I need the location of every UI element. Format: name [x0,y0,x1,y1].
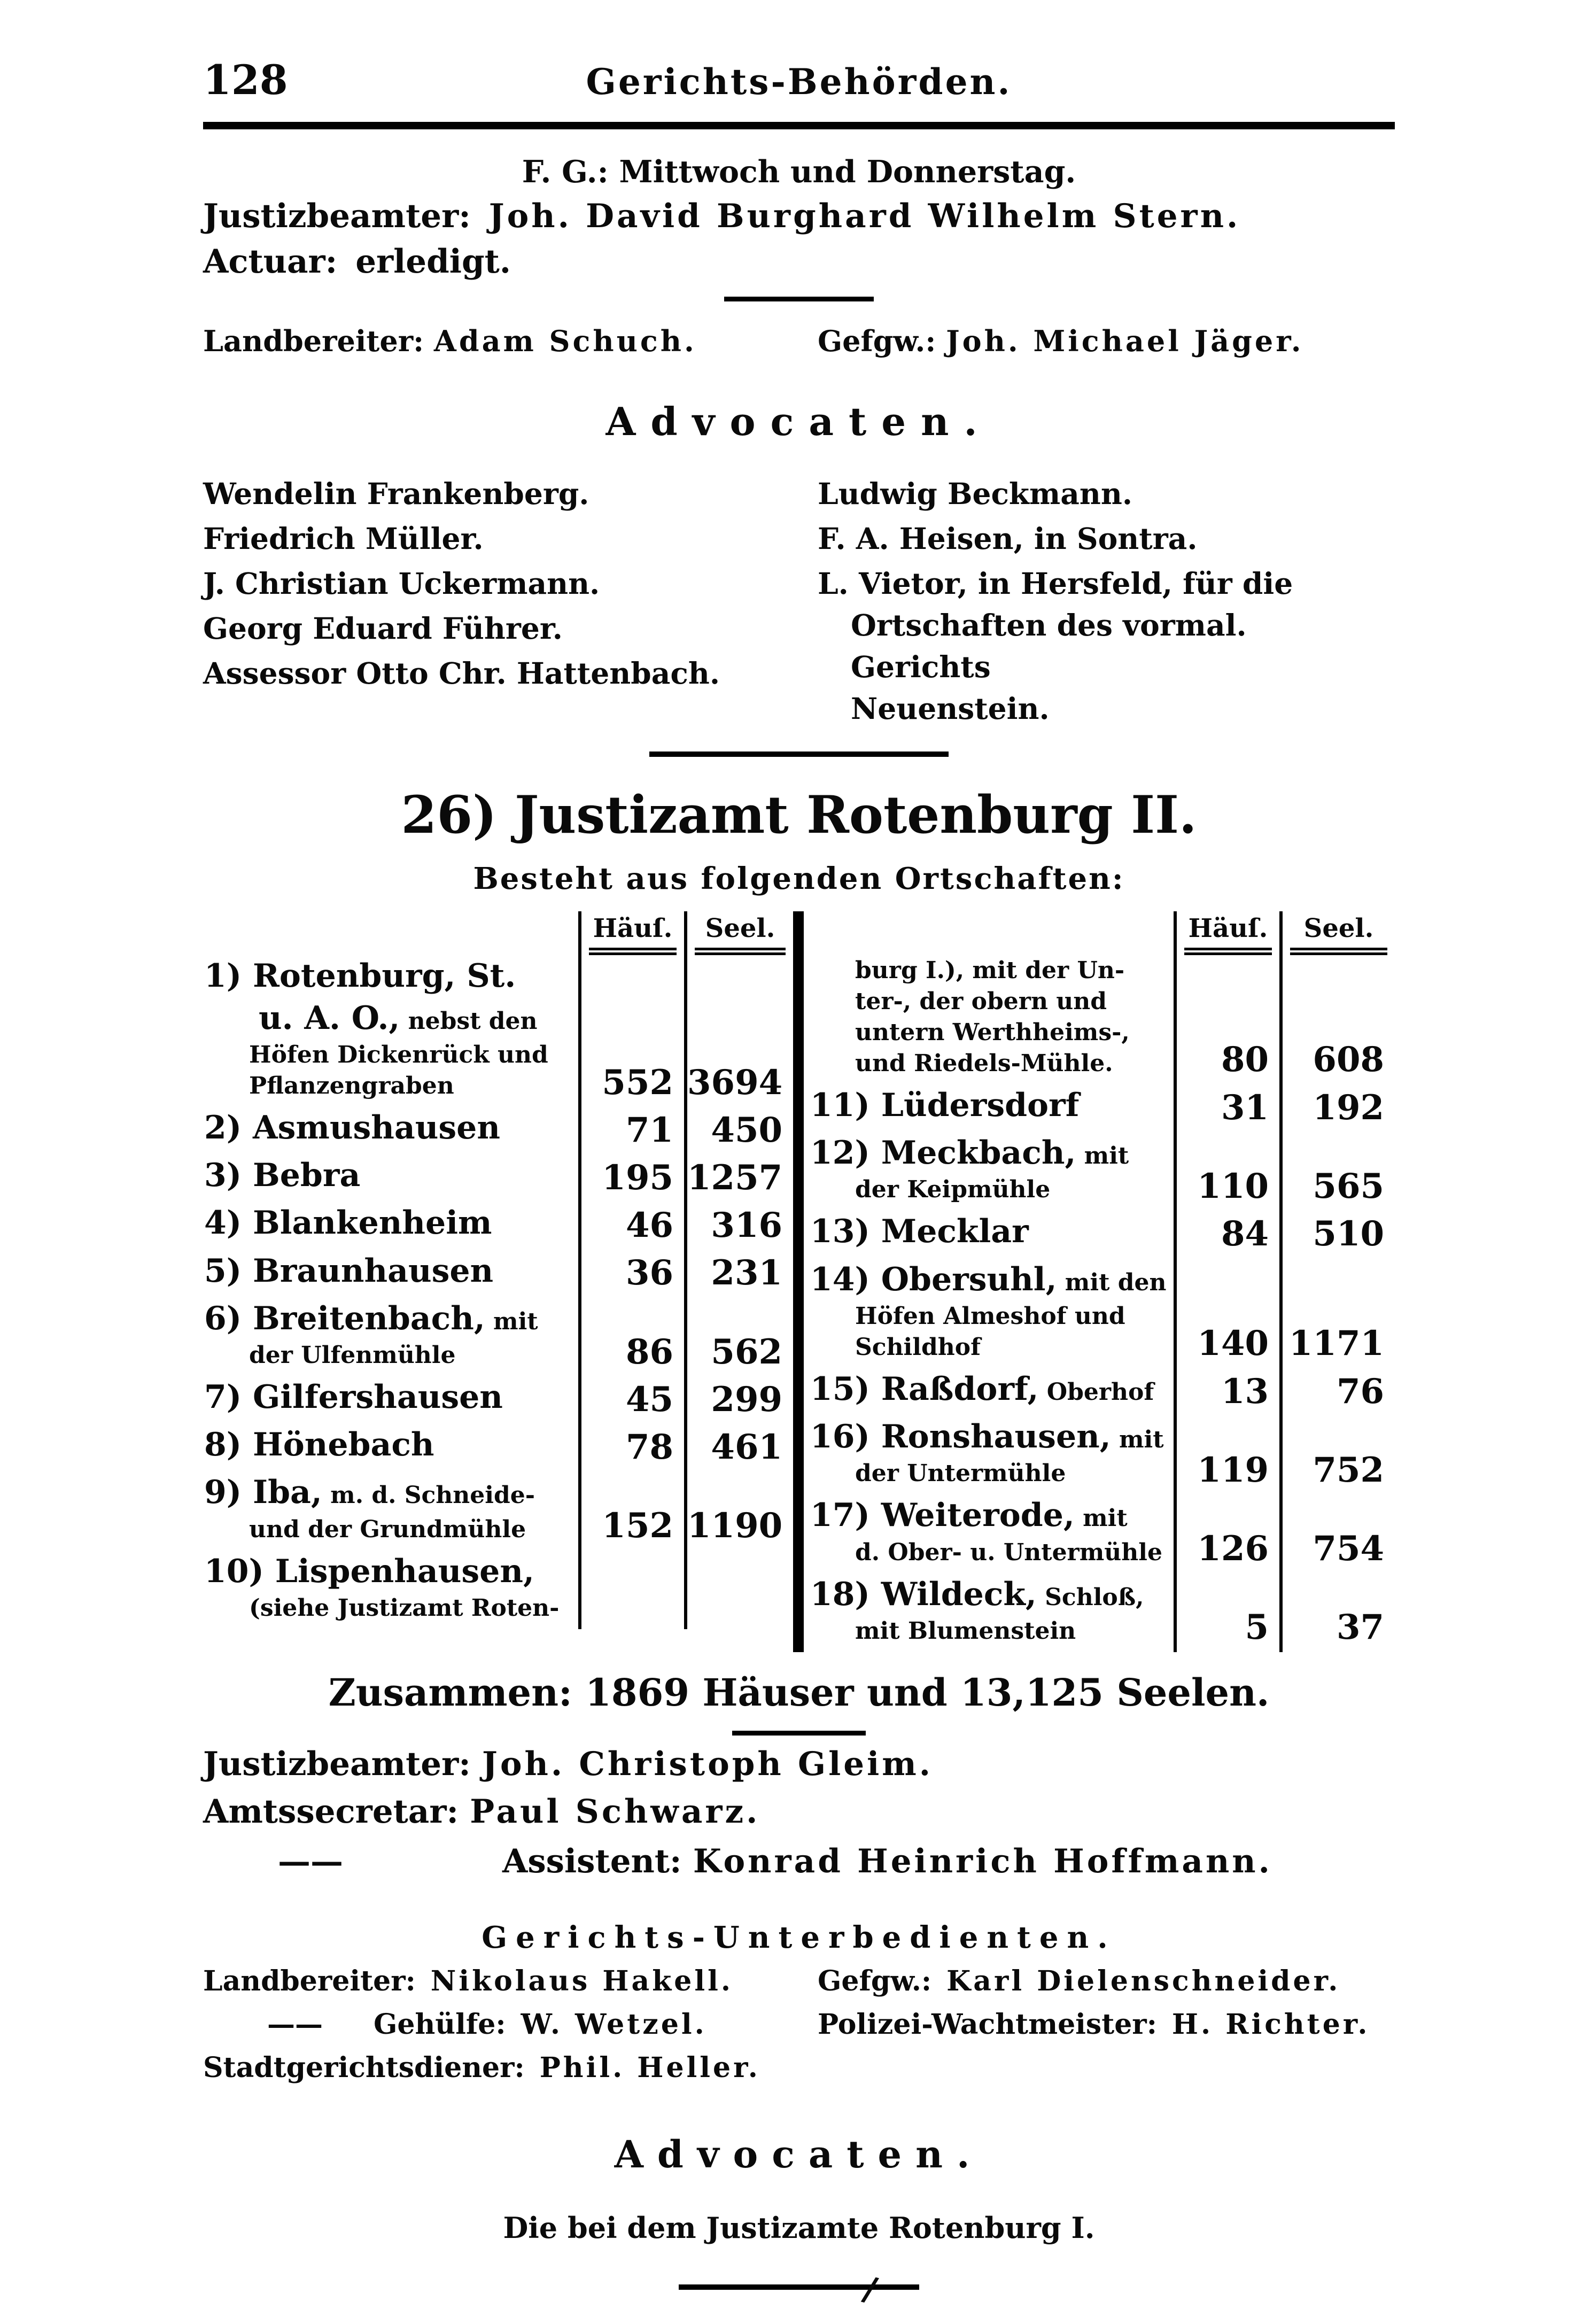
seelen-value-cell [1283,1084,1395,1132]
advocate-line: F. A. Heisen, in Sontra. [818,521,1198,556]
ortschaft-name-cell [804,1259,1177,1368]
table-row [804,1132,1395,1211]
name-segment: Schloß, [1036,1583,1144,1611]
staff-name: Nikolaus Hakell. [430,1964,733,1997]
haeuser-value-cell [581,1424,687,1471]
ortschaft-name-line [810,1084,1170,1127]
court-days-line: F. G.: Mittwoch und Donnerstag. [522,154,1076,190]
ortschaft-name-cell [804,1132,1177,1211]
table-row [804,955,1395,1084]
ortschaft-name-line [810,1368,1170,1411]
seelen-value-cell [1283,1416,1395,1494]
officer-name: Joh. Christoph Gleim. [482,1745,934,1783]
seelen-value-cell [687,1202,793,1250]
haeuser-value: 46 [625,1205,673,1246]
name-segment: 2) Asmushausen [204,1109,500,1147]
name-segment: 17) Weiterode, [810,1497,1075,1535]
haeuser-value: 110 [1197,1166,1269,1206]
ortschaft-name-line [204,1250,575,1292]
table-row [203,1250,793,1298]
name-segment: mit [485,1307,538,1335]
seelen-header-cell [687,911,793,955]
ortschaft-name-line [810,1416,1170,1458]
ortschaft-name-line [810,1332,1170,1363]
name-segment: 5) Braunhausen [204,1252,494,1290]
name-header-cell [804,911,1177,955]
dash-mark: —— [278,1842,343,1880]
seelen-value-cell [1283,1494,1395,1573]
haeuser-value: 36 [625,1253,673,1293]
advocate-line: J. Christian Uckermann. [203,566,600,601]
seelen-value: 316 [711,1205,782,1246]
haeuser-value-cell [1177,1132,1283,1211]
table-right-half [793,911,1395,1652]
name-segment: Pflanzengraben [249,1072,454,1100]
name-segment: Höfen Dickenrück und [249,1041,548,1068]
advocates-columns [203,473,1395,733]
separator-rule [649,752,949,757]
haeuser-header-cell [1177,911,1283,955]
unterbediente-row [203,1964,1395,1998]
ortschaft-name-line [204,1202,575,1244]
haeuser-value-cell [1177,1416,1283,1494]
seelen-value-cell [687,1298,793,1376]
name-segment: 6) Breitenbach, [204,1299,485,1337]
name-segment: der Untermühle [855,1460,1066,1488]
name-segment: der Keipmühle [855,1176,1051,1204]
staff-name: Adam Schuch. [433,324,697,358]
staff-label: Landbereiter: [203,1964,416,1997]
table-row [203,1202,793,1250]
seelen-value-cell [687,1471,793,1550]
name-segment: untern Werthheims-, [855,1018,1130,1046]
ortschaft-name-cell [203,1298,581,1376]
ortschaft-name-line [204,1155,575,1197]
haeuser-value: 84 [1221,1214,1269,1254]
ortschaften-table [203,911,1395,1652]
dash-mark: —— [267,2008,323,2041]
seelen-value-cell [687,955,793,1107]
seelen-value-cell [1283,1574,1395,1652]
name-segment: 10) Lispenhausen, [204,1552,534,1590]
name-segment: m. d. Schneide- [322,1482,535,1509]
seelen-value-cell [1283,1211,1395,1258]
name-segment: Oberhof [1038,1378,1154,1406]
advocates-right-column [818,473,1395,733]
name-segment: mit Blumenstein [855,1617,1076,1645]
advocate-entry [818,518,1395,560]
name-segment: burg I.), mit der Un- [855,956,1125,984]
ortschaft-name-line [810,1458,1170,1489]
name-segment: 14) Obersuhl, [810,1260,1057,1298]
seelen-value: 192 [1313,1087,1384,1128]
haeuser-value-cell [1177,955,1283,1084]
advocates-heading: Advocaten. [614,2132,984,2176]
staff-label: Gefgw.: [818,1964,932,1997]
name-segment: 13) Mecklar [810,1213,1029,1251]
table-row [804,1259,1395,1368]
ortschaft-name-line [810,1537,1170,1568]
seelen-value-cell [687,1107,793,1155]
name-segment: 1) Rotenburg, St. [204,957,516,995]
row-left [203,1964,818,1998]
advocate-line: L. Vietor, in Hersfeld, für die [818,566,1293,601]
advocate-line: Neuenstein. [851,691,1050,726]
table-row [203,955,793,1107]
table-header-row [804,911,1395,955]
staff-left [203,324,818,358]
advocate-entry [203,518,818,560]
haeuser-value-cell [1177,1084,1283,1132]
name-segment: 11) Lüdersdorf [810,1086,1080,1124]
ortschaft-name-line [204,1376,575,1419]
ortschaft-name-line [204,1340,575,1371]
table-row [804,1494,1395,1573]
haeuser-value: 86 [625,1331,673,1372]
table-row [804,1416,1395,1494]
name-segment: 18) Wildeck, [810,1575,1037,1613]
haeuser-value-cell [581,955,687,1107]
advocates-heading: Advocaten. [605,399,992,444]
officer-line [203,1745,1395,1783]
officer-label: Justizbeamter: [203,1745,471,1783]
haeuser-value: 195 [602,1158,673,1198]
seelen-value-cell [687,1551,793,1629]
officer-line [203,243,1395,281]
row-right [818,2007,1395,2042]
ortschaft-name-line [204,955,575,997]
ortschaft-name-cell [203,955,581,1107]
table-row [203,1551,793,1629]
staff-label: Stadtgerichtsdiener: [203,2051,525,2084]
staff-label: Gehülfe: [374,2008,506,2041]
name-segment: Schildhof [855,1333,981,1361]
row-left [203,2007,818,2042]
advocate-entry [818,563,1395,730]
seelen-value: 752 [1313,1450,1384,1490]
haeuser-value-cell [1177,1574,1283,1652]
name-segment: mit den [1057,1268,1167,1296]
table-row [203,1155,793,1202]
haeuser-value: 80 [1221,1040,1269,1080]
haeuser-value: 140 [1197,1323,1269,1364]
staff-name: Joh. Michael Jäger. [946,324,1304,358]
table-row [203,1424,793,1471]
seelen-value: 3694 [687,1062,783,1103]
officer-name: Joh. David Burghard Wilhelm Stern. [488,197,1241,235]
name-segment: Höfen Almeshof und [855,1302,1125,1330]
seelen-value: 510 [1313,1214,1384,1254]
name-segment: (siehe Justizamt Roten- [249,1594,560,1622]
ortschaft-name-line [204,1551,575,1593]
page-number: 128 [203,56,288,104]
staff-name: Phil. Heller. [539,2051,760,2084]
seelen-value: 608 [1313,1040,1384,1080]
ortschaft-name-cell [804,1494,1177,1573]
officer-label: Amtssecretar: [203,1792,459,1831]
advocate-entry [203,653,818,694]
name-segment: mit [1111,1426,1164,1454]
haeuser-value-cell [1177,1211,1283,1258]
ortschaft-name-line [810,1616,1170,1647]
name-segment: 3) Bebra [204,1157,361,1195]
seelen-header: Seel. [695,913,786,955]
ortschaft-name-line [204,997,575,1040]
ortschaft-name-line [204,1071,575,1102]
ortschaft-name-line [204,1514,575,1545]
ortschaft-name-cell [203,1202,581,1250]
haeuser-value-cell [581,1471,687,1550]
ortschaft-name-line [810,1211,1170,1253]
officer-name: Konrad Heinrich Hoffmann. [693,1842,1272,1880]
advocate-entry [203,608,818,649]
advocate-line: Ortschaften des vormal. Gerichts [851,608,1247,685]
seelen-value-cell [1283,1132,1395,1211]
table-header-row [203,911,793,955]
staff-name: W. Wetzel. [521,2008,707,2041]
ortschaft-name-cell [804,1368,1177,1416]
seelen-value-cell [1283,955,1395,1084]
section-subtitle: Besteht aus folgenden Ortschaften: [473,861,1125,896]
seelen-value: 754 [1313,1529,1384,1569]
ortschaft-name-line [810,1132,1170,1174]
staff-row [203,324,1395,358]
advocate-line: Georg Eduard Führer. [203,611,563,646]
haeuser-header: Häuſ. [589,913,677,955]
row-right [818,1964,1395,1998]
name-header-cell [203,911,581,955]
officer-label: Assistent: [502,1842,682,1880]
ortschaft-name-cell [203,1551,581,1629]
seelen-header: Seel. [1290,913,1387,955]
page-header [203,56,1395,104]
name-segment: 15) Raßdorf, [810,1370,1039,1408]
haeuser-value-cell [581,1298,687,1376]
ortschaft-name-cell [203,1107,581,1155]
table-row [804,1084,1395,1132]
ortschaft-name-line [810,1174,1170,1205]
section-title: 26) Justizamt Rotenburg II. [401,784,1197,845]
advocates-reference-line: Die bei dem Justizamte Rotenburg I. [503,2210,1095,2245]
seelen-header-cell [1283,911,1395,955]
ortschaft-name-line [204,1107,575,1149]
name-segment: mit [1076,1142,1129,1170]
haeuser-value-cell [581,1551,687,1629]
seelen-value-cell [687,1250,793,1298]
name-segment: 16) Ronshausen, [810,1418,1111,1456]
officer-line [203,197,1395,235]
ortschaft-name-line [204,1298,575,1340]
name-segment: 9) Iba, [204,1474,322,1512]
haeuser-value-cell [1177,1494,1283,1573]
officer-line [203,1793,1395,1831]
page-content [203,56,1395,2310]
haeuser-header-cell [581,911,687,955]
advocates-left-column [203,473,818,733]
table-row [203,1376,793,1424]
ortschaft-name-line [810,1017,1170,1048]
ortschaft-name-line [204,1593,575,1624]
ortschaft-name-cell [203,1471,581,1550]
haeuser-value-cell [581,1107,687,1155]
seelen-value-cell [1283,1259,1395,1368]
officer-name: Paul Schwarz. [470,1792,760,1831]
name-segment: mit [1074,1505,1128,1532]
haeuser-value: 71 [625,1110,673,1150]
advocate-entry [203,563,818,605]
name-segment: nebst den [400,1007,538,1035]
table-row [804,1211,1395,1258]
name-segment: und der Grundmühle [249,1515,526,1543]
ortschaft-name-line [204,1424,575,1466]
staff-name: H. Richter. [1171,2008,1370,2041]
staff-name: Karl Dielenschneider. [946,1964,1341,1997]
officer-label: Justizbeamter: [203,197,471,235]
officer-label: Actuar: [203,243,338,281]
ortschaft-name-cell [804,955,1177,1084]
summary-line: Zusammen: 1869 Häuser und 13,125 Seelen. [328,1670,1270,1715]
haeuser-value-cell [581,1155,687,1202]
seelen-value: 37 [1336,1607,1384,1648]
advocate-line: Friedrich Müller. [203,521,484,556]
ortschaft-name-line [810,986,1170,1017]
row-left [203,2050,760,2085]
haeuser-value-cell [1177,1259,1283,1368]
staff-right [818,324,1395,358]
staff-label: Landbereiter: [203,324,424,358]
name-segment: 12) Meckbach, [810,1134,1076,1172]
unterbediente-heading: Gerichts-Unterbedienten. [482,1919,1116,1955]
seelen-value-cell [687,1155,793,1202]
seelen-value: 76 [1336,1371,1384,1412]
ortschaft-name-line [810,1048,1170,1079]
ortschaft-name-cell [203,1424,581,1471]
assistant-line [203,1842,1395,1880]
table-row [804,1574,1395,1652]
haeuser-value: 5 [1245,1607,1269,1648]
advocate-line: Wendelin Frankenberg. [203,476,589,511]
ortschaft-name-cell [804,1574,1177,1652]
name-segment: 8) Hönebach [204,1426,434,1464]
haeuser-value-cell [1177,1368,1283,1416]
ortschaft-name-line [810,1259,1170,1301]
header-rule [203,122,1395,129]
haeuser-value: 152 [602,1506,673,1546]
unterbediente-row [203,2050,1395,2085]
ortschaft-name-cell [804,1416,1177,1494]
table-row [203,1107,793,1155]
seelen-value: 1257 [687,1158,783,1198]
name-segment: u. A. O., [259,999,400,1037]
table-row [203,1298,793,1376]
ortschaft-name-cell [804,1211,1177,1258]
end-rule-mark: / [859,2268,881,2310]
name-segment: der Ulfenmühle [249,1342,456,1369]
seelen-value: 450 [711,1110,782,1150]
staff-label: Gefgw.: [818,324,936,358]
table-row [203,1471,793,1550]
table-left-half [203,911,793,1629]
separator-rule [724,297,874,301]
advocate-entry [818,473,1395,515]
ortschaft-name-line [810,1574,1170,1616]
seelen-value-cell [687,1376,793,1424]
ortschaft-name-line [204,1040,575,1071]
ortschaft-name-cell [804,1084,1177,1132]
haeuser-value: 552 [602,1062,673,1103]
separator-rule [732,1731,866,1736]
haeuser-value: 126 [1197,1529,1269,1569]
haeuser-value: 119 [1197,1450,1269,1490]
seelen-value: 1171 [1288,1323,1384,1364]
haeuser-value: 78 [625,1427,673,1468]
seelen-value-cell [1283,1368,1395,1416]
ortschaft-name-line [204,1471,575,1514]
seelen-value: 565 [1313,1166,1384,1206]
ortschaft-name-line [810,1301,1170,1332]
name-segment: 7) Gilfershausen [204,1378,503,1416]
staff-label: Polizei-Wachtmeister: [818,2008,1157,2041]
name-segment: und Riedels-Mühle. [855,1049,1113,1077]
seelen-value: 1190 [687,1506,783,1546]
ortschaft-name-cell [203,1376,581,1424]
end-rule [679,2268,919,2310]
officer-name: erledigt. [355,243,511,281]
advocate-line: Ludwig Beckmann. [818,476,1132,511]
name-segment: d. Ober- u. Untermühle [855,1538,1162,1566]
haeuser-value: 45 [625,1379,673,1420]
seelen-value-cell [687,1424,793,1471]
running-header: Gerichts-Behörden. [586,61,1012,103]
advocate-line: Assessor Otto Chr. Hattenbach. [203,656,720,691]
ortschaft-name-cell [203,1155,581,1202]
ortschaft-name-line [810,1494,1170,1537]
ortschaft-name-cell [203,1250,581,1298]
advocate-entry [203,473,818,515]
name-segment: 4) Blankenheim [204,1204,492,1242]
unterbediente-row [203,2007,1395,2042]
haeuser-header: Häuſ. [1184,913,1272,955]
haeuser-value-cell [581,1376,687,1424]
haeuser-value: 31 [1221,1087,1269,1128]
seelen-value: 562 [711,1331,782,1372]
seelen-value: 461 [711,1427,782,1468]
haeuser-value: 13 [1221,1371,1269,1412]
haeuser-value-cell [581,1202,687,1250]
seelen-value: 299 [711,1379,782,1420]
haeuser-value-cell [581,1250,687,1298]
table-row [804,1368,1395,1416]
ortschaft-name-line [810,955,1170,986]
name-segment: ter-, der obern und [855,987,1107,1015]
seelen-value: 231 [711,1253,782,1293]
